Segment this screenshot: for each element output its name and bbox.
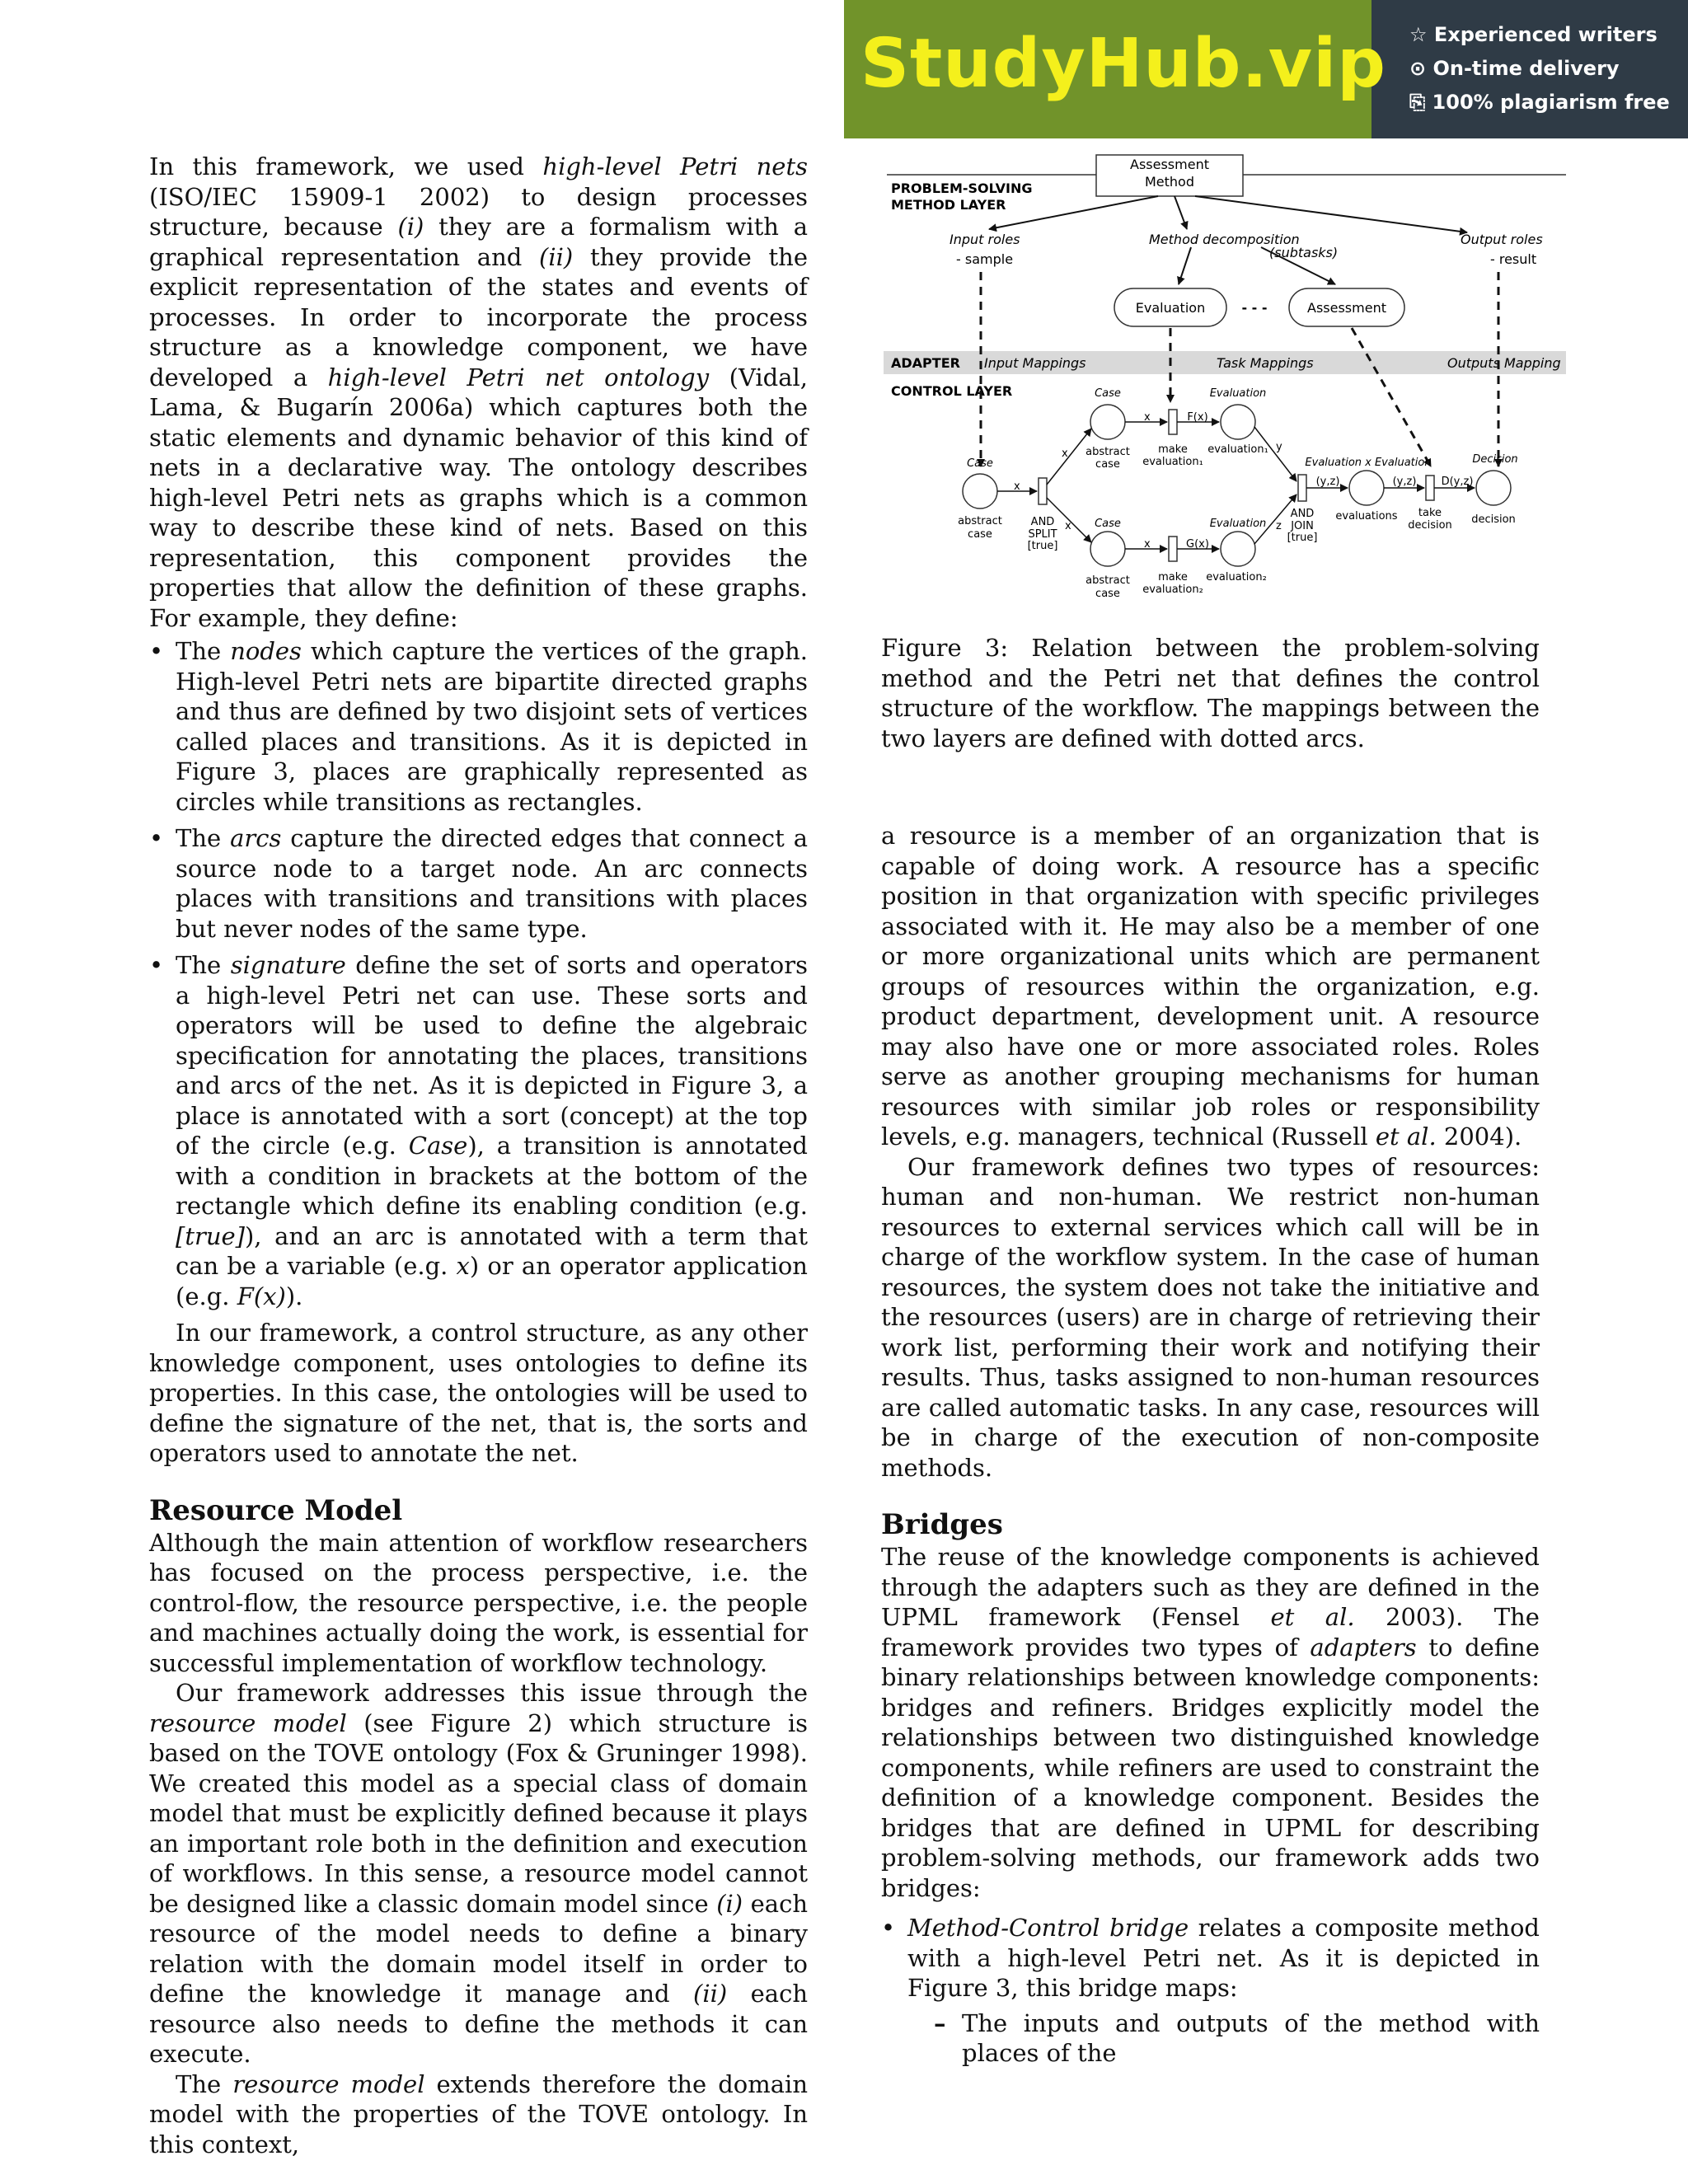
list-item: • Method-Control bridge relates a composite method with a high-level Petri net. As it is depicted in Figure 3, this bridge maps: – The inputs and outputs of the method with places of the	[881, 1914, 1540, 2067]
place-label: decision	[1471, 513, 1516, 526]
section-heading-resource-model: Resource Model	[149, 1493, 403, 1527]
list-item: • The nodes which capture the vertices of the graph. High-level Petri nets are bipartite directed graphs and thus are defined by two disjoint sets of vertices called places and transitions. As it is depicted in Figure 3, places are graphically represented as circles while transitions as rectangles.	[149, 637, 809, 816]
sample-label: - sample	[956, 251, 1014, 267]
place-decision	[1476, 471, 1511, 505]
tove-paragraph: The resource model extends therefore the domain model with the properties of the TOVE ontology. In this context,	[149, 2069, 808, 2158]
psm-layer-label: PROBLEM-SOLVING	[891, 180, 1033, 196]
place-label: case	[1095, 588, 1120, 600]
feature-delivery: ⊙ On-time delivery	[1409, 57, 1620, 80]
transition-make-evaluation-2	[1169, 537, 1177, 561]
place-label: abstract	[1085, 574, 1130, 587]
place-evaluation-2	[1221, 532, 1255, 566]
decision-sort-label: Decision	[1472, 453, 1518, 466]
place-label: abstract	[958, 515, 1002, 527]
arc-label: (y,z)	[1392, 476, 1417, 488]
transition-label: evaluation₁	[1142, 456, 1203, 468]
arc-label: x	[1062, 448, 1068, 460]
intro-paragraph: In this framework, we used high-level Petri nets (ISO/IEC 15909-1 2002) to design processes structure, because (i) they are a formalism with a graphical representation and (ii) they provide the explicit representation of the states and events of processes. In order to incorporate the process structure as a knowledge component, we have developed a high-level Petri net ontology (Vidal, Lama, & Bugarín 2006a) which captures both the static elements and dynamic behavior of this kind of nets in a declarative way. The ontology describes high-level Petri nets as graphs which is a common way to describe these kind of nets. Based on this representation, this component provides the properties that allow the definition of these graphs. For example, they define:	[149, 152, 809, 632]
resource-model-paragraph: Our framework addresses this issue through the resource model (see Figure 2) which structure is based on the TOVE ontology (Fox & Gruninger 1998). We created this model as a special class of domain model that must be explicitly defined because it plays an important role both in the definition and execution of workflows. In this sense, a resource model cannot be designed like a classic domain model since (i) each resource of the model needs to define a binary relation with the domain model itself in order to define the knowledge it manage and (ii) each resource also needs to define the methods it can execute.	[149, 1679, 808, 2068]
place-label: evaluations	[1335, 510, 1398, 523]
resource-types-paragraph: Our framework defines two types of resources: human and non-human. We restrict non-human resources to external services which call will be in charge of the workflow system. In the case of human resources, the system does not take the initiative and the resources (users) are in charge of retrieving their work list, performing their work and notifying their results. Thus, tasks assigned to non-human resources are called automatic tasks. In any case, resources will be in charge of the execution of non-composite methods.	[881, 1152, 1540, 1482]
arc-label: D(y,z)	[1441, 476, 1474, 488]
bridges-paragraph: The reuse of the knowledge components is achieved through the adapters such as they are defined in the UPML framework (Fensel et al. 2003). The framework provides two types of adapters to define binary relationships between knowledge components: bridges and refiners. Bridges explicitly model the relationships between two distinguished knowledge components, while refiners are used to constraint the definition of a knowledge component. Besides the bridges that are defined in UPML for describing problem-solving methods, our framework adds two bridges:	[881, 1543, 1540, 1902]
advert-banner[interactable]	[844, 0, 1688, 138]
arc-label: G(x)	[1186, 538, 1209, 551]
output-roles-label: Output roles	[1461, 232, 1543, 247]
evaluation-pair-sort-label: Evaluation x Evaluation	[1305, 457, 1432, 469]
transition-label: make	[1158, 443, 1188, 456]
arc-label: x	[1144, 538, 1151, 551]
resource-intro-paragraph: Although the main attention of workflow researchers has focused on the process perspective, i.e. the control-flow, the resource perspective, i.e. the people and machines actually doing the work, is essential for successful implementation of workflow technology.	[149, 1528, 808, 1677]
case-sort-label: Case	[1095, 518, 1121, 530]
psm-layer-label: METHOD LAYER	[891, 197, 1006, 213]
transition-condition: [true]	[1287, 532, 1318, 544]
arc-label: x	[1065, 520, 1071, 532]
transition-label: SPLIT	[1028, 528, 1057, 541]
feature-experienced: ☆ Experienced writers	[1409, 23, 1658, 46]
assessment-method-label: Assessment	[1130, 157, 1209, 172]
transition-make-evaluation-1	[1169, 410, 1177, 434]
control-structure-paragraph: In our framework, a control structure, as any other knowledge component, uses ontologies to define its properties. In this case, the ontologies will be used to define the signature of the net, that is, the sorts and operators used to annotate the net.	[149, 1319, 808, 1467]
transition-and-split	[1039, 478, 1047, 504]
case-sort-label: Case	[967, 457, 993, 470]
subtasks-label: (subtasks)	[1269, 245, 1339, 260]
sub-list	[907, 2008, 1540, 2069]
place-abstract-case-2	[1090, 532, 1125, 566]
definition-list	[149, 636, 808, 1311]
transition-label: make	[1158, 571, 1188, 583]
evaluation-sort-label: Evaluation	[1209, 387, 1267, 400]
method-decomposition-label: Method decomposition	[1149, 232, 1300, 247]
transition-condition: [true]	[1027, 540, 1058, 552]
case-sort-label: Case	[1095, 387, 1121, 400]
evaluation-sort-label: Evaluation	[1209, 518, 1267, 530]
transition-label: take	[1418, 507, 1442, 519]
arc-label: z	[1276, 520, 1282, 532]
place-label: case	[968, 528, 992, 541]
list-item: – The inputs and outputs of the method with places of the	[934, 2008, 1540, 2067]
place-evaluation-1	[1221, 405, 1255, 439]
input-roles-label: Input roles	[950, 232, 1020, 247]
transition-label: evaluation₂	[1142, 583, 1203, 596]
outputs-mapping-label: Outputs Mapping	[1447, 355, 1561, 371]
assessment-subtask-label: Assessment	[1307, 300, 1386, 316]
right-column	[881, 821, 1540, 2075]
resource-definition-paragraph: a resource is a member of an organization that is capable of doing work. A resource has a specific position in that organization with specific privileges associated with it. He may also be a member of one or more organizational units which are permanent groups of resources within the organization, e.g. product department, development unit. A resource may also have one or more associated roles. Roles serve as another grouping mechanisms for human resources with similar job roles or responsibility levels, e.g. managers, technical (Russell et al. 2004).	[881, 822, 1540, 1151]
evaluation-subtask-label: Evaluation	[1135, 300, 1206, 316]
transition-label: decision	[1408, 519, 1452, 532]
assessment-method-label: Method	[1144, 174, 1195, 190]
section-heading-bridges: Bridges	[881, 1508, 1003, 1541]
adapter-label: ADAPTER	[891, 355, 960, 371]
transition-label: JOIN	[1291, 520, 1314, 532]
place-label: case	[1095, 458, 1120, 471]
brand-panel	[844, 0, 1386, 138]
place-label: abstract	[1085, 446, 1130, 458]
task-mapping-arc	[1352, 328, 1431, 466]
arc-label: (y,z)	[1315, 476, 1340, 488]
figure-caption: Figure 3: Relation between the problem-solving method and the Petri net that defines the control structure of the workflow. The mappings between the two layers are defined with dotted arcs.	[881, 634, 1540, 752]
transition-label: AND	[1030, 516, 1055, 528]
arc-label: y	[1276, 441, 1282, 453]
petri-net-diagram	[881, 150, 1573, 612]
arc-label: x	[1144, 411, 1151, 424]
list-item: • The arcs capture the directed edges that connect a source node to a target node. An arc connects places with transitions and transitions with places but never nodes of the same type.	[149, 824, 808, 943]
place-abstract-case	[963, 474, 997, 509]
task-mappings-label: Task Mappings	[1217, 355, 1314, 371]
transition-and-join	[1298, 475, 1306, 501]
place-abstract-case-1	[1090, 405, 1125, 439]
left-column	[149, 152, 808, 2159]
place-label: evaluation₂	[1206, 571, 1267, 583]
feature-plagiarism: ⎘ 100% plagiarism free	[1409, 91, 1670, 114]
brand-logo: StudyHub.vip	[860, 25, 1386, 103]
arc-label: x	[1014, 480, 1020, 493]
place-evaluations	[1349, 471, 1384, 505]
transition-label: AND	[1290, 508, 1315, 520]
bridge-list	[881, 1913, 1540, 2069]
list-item: • The signature define the set of sorts and operators a high-level Petri net can use. These sorts and operators will be used to define the algebraic specification for annotating the places, transitions and arcs of the net. As it is depicted in Figure 3, a place is annotated with a sort (concept) at the top of the circle (e.g. Case), a transition is annotated with a condition in brackets at the bottom of the rectangle which define its enabling condition (e.g. [true]), and an arc is annotated with a term that can be a variable (e.g. x) or an operator application (e.g. F(x)).	[149, 951, 808, 1310]
transition-take-decision	[1426, 476, 1434, 500]
ellipsis-label: - - -	[1241, 300, 1268, 316]
arc-label: F(x)	[1187, 411, 1208, 424]
result-label: - result	[1490, 251, 1537, 267]
control-layer-label: CONTROL LAYER	[891, 383, 1013, 399]
figure-3	[881, 150, 1573, 615]
input-mappings-label: Input Mappings	[984, 355, 1086, 371]
place-label: evaluation₁	[1207, 443, 1268, 456]
